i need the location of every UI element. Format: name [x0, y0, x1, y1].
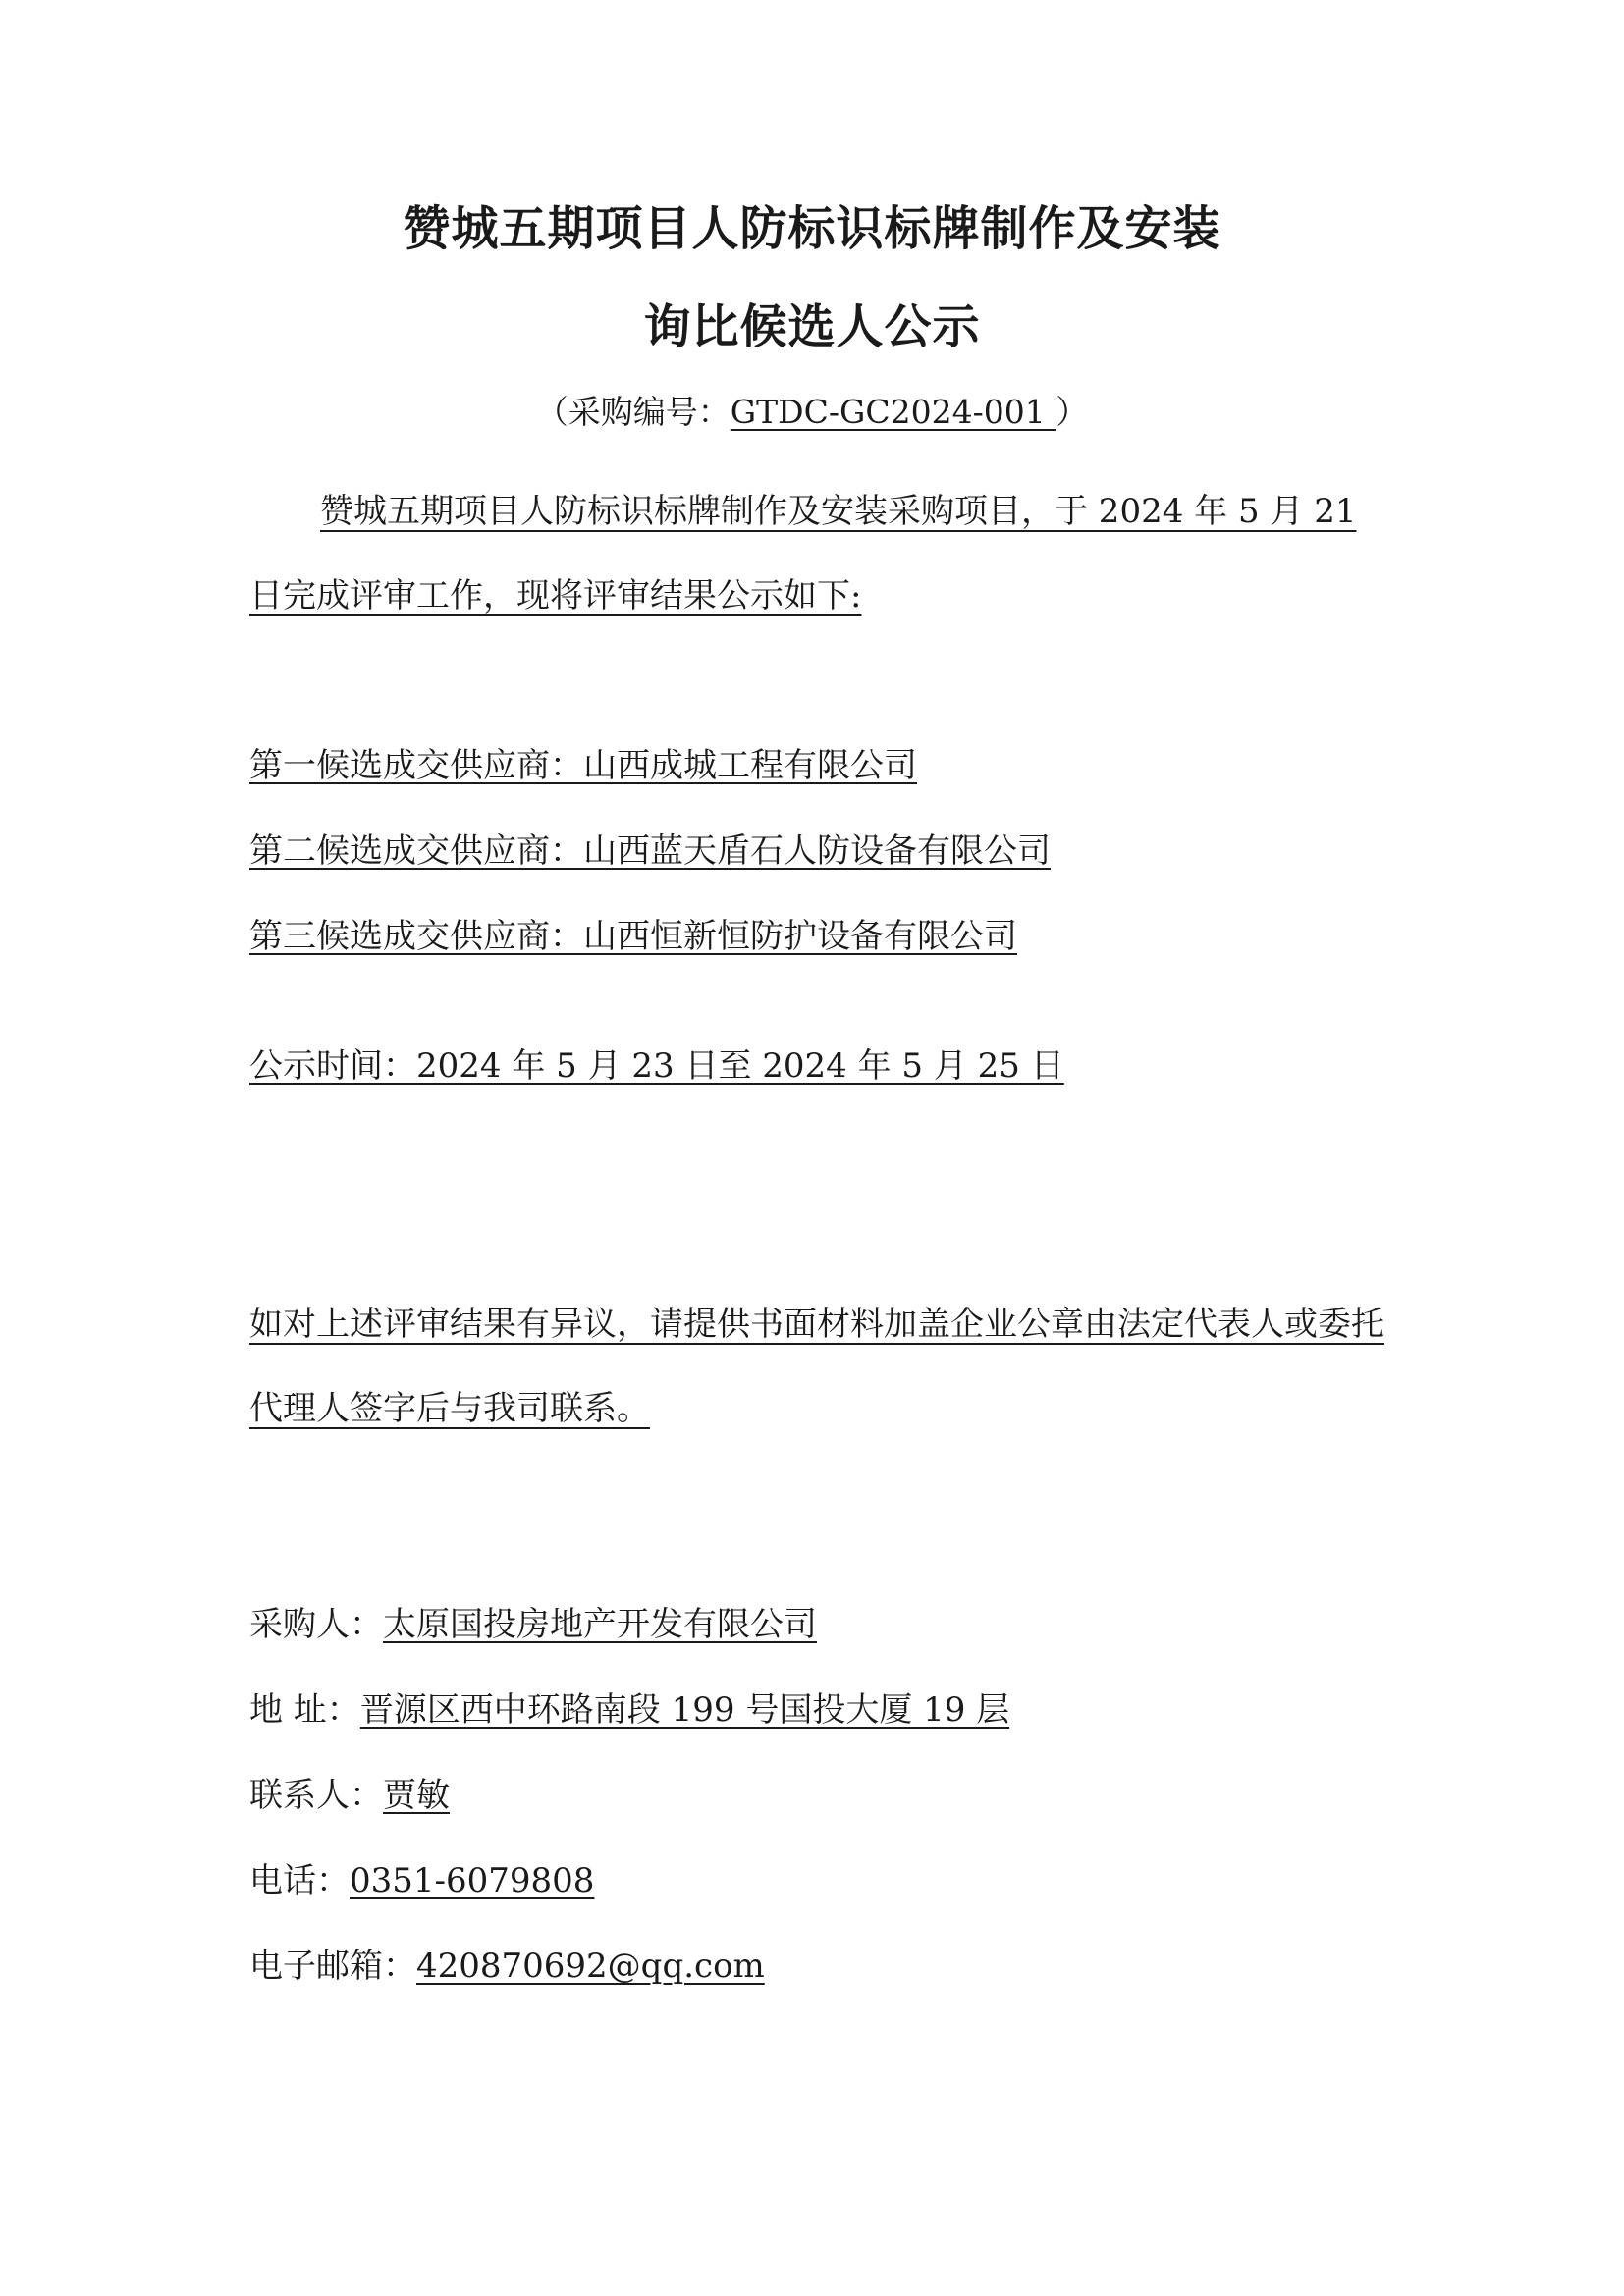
procurement-number-label: （采购编号：: [535, 393, 731, 431]
email-address: 420870692@qq.com: [416, 1947, 765, 1986]
contact-person-label: 联系人：: [249, 1776, 383, 1815]
email-label: 电子邮箱：: [249, 1947, 416, 1986]
intro-text: 赞城五期项目人防标识标牌制作及安装采购项目，于 2024 年 5 月 21 日完成评审工作，现将评审结果公示如下:: [249, 492, 1357, 615]
address-row: [249, 1687, 1009, 1733]
procurement-number: [0, 390, 1624, 435]
procurement-number-value: GTDC-GC2024-001: [730, 393, 1056, 431]
document-title-line-2: 询比候选人公示: [643, 299, 981, 354]
phone-row: [249, 1858, 594, 1903]
phone-number: 0351-6079808: [350, 1861, 595, 1900]
contact-person-row: [249, 1773, 450, 1818]
address-value: 晋源区西中环路南段 199 号国投大厦 19 层: [359, 1690, 1010, 1730]
purchaser-label: 采购人：: [249, 1605, 383, 1644]
candidate-third: 第三候选成交供应商：山西恒新恒防护设备有限公司: [249, 917, 1017, 956]
purchaser-name: 太原国投房地产开发有限公司: [383, 1605, 817, 1644]
phone-label: 电话：: [249, 1861, 350, 1900]
procurement-number-close: ）: [1056, 393, 1089, 431]
email-row: [249, 1944, 765, 1989]
intro-paragraph: [249, 469, 1392, 638]
objection-paragraph: 如对上述评审结果有异议，请提供书面材料加盖企业公章由法定代表人或委托代理人签字后与我司联系。: [249, 1305, 1384, 1428]
candidate-second: 第二候选成交供应商：山西蓝天盾石人防设备有限公司: [249, 831, 1051, 871]
candidate-first: 第一候选成交供应商：山西成城工程有限公司: [249, 746, 917, 785]
document-title-line-1: 赞城五期项目人防标识标牌制作及安装: [403, 201, 1221, 256]
purchaser-row: [249, 1602, 817, 1647]
contact-person-name: 贾敏: [383, 1776, 450, 1815]
publicity-period: 公示时间：2024 年 5 月 23 日至 2024 年 5 月 25 日: [249, 1046, 1064, 1086]
address-label: 地 址：: [249, 1690, 360, 1730]
